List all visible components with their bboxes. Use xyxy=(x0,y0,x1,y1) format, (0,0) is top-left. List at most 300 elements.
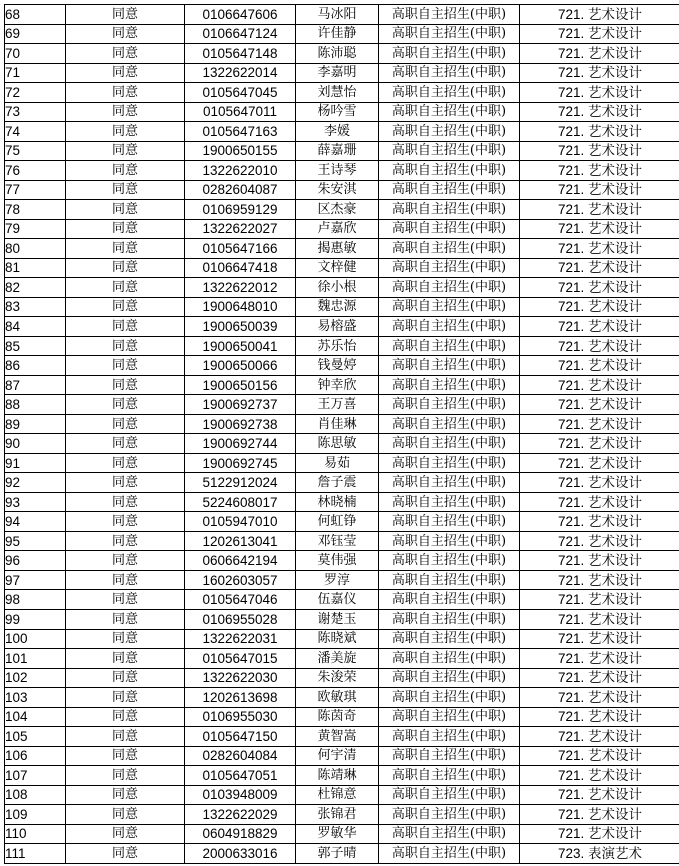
approval-status: 同意 xyxy=(66,239,185,259)
table-row xyxy=(5,5,679,25)
table-row xyxy=(5,609,679,629)
major-name: 721. 艺术设计 xyxy=(520,141,679,161)
approval-status: 同意 xyxy=(66,766,185,786)
major-name: 721. 艺术设计 xyxy=(520,629,679,649)
table-row xyxy=(5,414,679,434)
major-name: 721. 艺术设计 xyxy=(520,317,679,337)
enrollment-type: 高职自主招生(中职) xyxy=(379,24,520,44)
candidate-id: 1202613698 xyxy=(185,688,296,708)
enrollment-type: 高职自主招生(中职) xyxy=(379,824,520,844)
major-name: 721. 艺术设计 xyxy=(520,44,679,64)
major-name: 721. 艺术设计 xyxy=(520,785,679,805)
major-name: 721. 艺术设计 xyxy=(520,395,679,415)
student-name: 朱浚荣 xyxy=(296,668,379,688)
table-row xyxy=(5,473,679,493)
enrollment-type: 高职自主招生(中职) xyxy=(379,727,520,747)
row-number: 86 xyxy=(5,356,66,376)
row-number: 73 xyxy=(5,102,66,122)
major-name: 721. 艺术设计 xyxy=(520,278,679,298)
student-name: 易茹 xyxy=(296,453,379,473)
major-name: 721. 艺术设计 xyxy=(520,83,679,103)
approval-status: 同意 xyxy=(66,297,185,317)
approval-status: 同意 xyxy=(66,746,185,766)
approval-status: 同意 xyxy=(66,570,185,590)
table-row xyxy=(5,531,679,551)
row-number: 104 xyxy=(5,707,66,727)
row-number: 98 xyxy=(5,590,66,610)
row-number: 77 xyxy=(5,180,66,200)
candidate-id: 1900692737 xyxy=(185,395,296,415)
table-row xyxy=(5,492,679,512)
table-row xyxy=(5,668,679,688)
candidate-id: 0105647163 xyxy=(185,122,296,142)
table-row xyxy=(5,278,679,298)
row-number: 80 xyxy=(5,239,66,259)
row-number: 105 xyxy=(5,727,66,747)
table-row xyxy=(5,434,679,454)
table-row xyxy=(5,63,679,83)
enrollment-type: 高职自主招生(中职) xyxy=(379,44,520,64)
approval-status: 同意 xyxy=(66,180,185,200)
table-row xyxy=(5,707,679,727)
table-row xyxy=(5,512,679,532)
candidate-id: 1602603057 xyxy=(185,570,296,590)
row-number: 84 xyxy=(5,317,66,337)
major-name: 721. 艺术设计 xyxy=(520,63,679,83)
student-name: 邓钰莹 xyxy=(296,531,379,551)
row-number: 79 xyxy=(5,219,66,239)
candidate-id: 1322622027 xyxy=(185,219,296,239)
row-number: 100 xyxy=(5,629,66,649)
major-name: 721. 艺术设计 xyxy=(520,590,679,610)
approval-status: 同意 xyxy=(66,278,185,298)
row-number: 87 xyxy=(5,375,66,395)
approval-status: 同意 xyxy=(66,395,185,415)
row-number: 81 xyxy=(5,258,66,278)
candidate-id: 0105647011 xyxy=(185,102,296,122)
approval-status: 同意 xyxy=(66,609,185,629)
table-row xyxy=(5,317,679,337)
student-name: 陈靖琳 xyxy=(296,766,379,786)
enrollment-type: 高职自主招生(中职) xyxy=(379,180,520,200)
table-row xyxy=(5,161,679,181)
table-row xyxy=(5,258,679,278)
candidate-id: 0105647046 xyxy=(185,590,296,610)
approval-status: 同意 xyxy=(66,473,185,493)
candidate-id: 1322622014 xyxy=(185,63,296,83)
student-name: 郭子晴 xyxy=(296,844,379,864)
candidate-id: 0105647045 xyxy=(185,83,296,103)
row-number: 103 xyxy=(5,688,66,708)
approval-status: 同意 xyxy=(66,629,185,649)
table-row xyxy=(5,805,679,825)
student-name: 陈思敏 xyxy=(296,434,379,454)
student-name: 欧敏琪 xyxy=(296,688,379,708)
major-name: 721. 艺术设计 xyxy=(520,727,679,747)
row-number: 74 xyxy=(5,122,66,142)
enrollment-type: 高职自主招生(中职) xyxy=(379,102,520,122)
table-row xyxy=(5,375,679,395)
major-name: 721. 艺术设计 xyxy=(520,824,679,844)
enrollment-type: 高职自主招生(中职) xyxy=(379,297,520,317)
approval-status: 同意 xyxy=(66,5,185,25)
major-name: 721. 艺术设计 xyxy=(520,161,679,181)
approval-status: 同意 xyxy=(66,161,185,181)
student-name: 王万喜 xyxy=(296,395,379,415)
row-number: 68 xyxy=(5,5,66,25)
candidate-id: 0105647051 xyxy=(185,766,296,786)
approval-status: 同意 xyxy=(66,551,185,571)
major-name: 721. 艺术设计 xyxy=(520,219,679,239)
approval-status: 同意 xyxy=(66,200,185,220)
candidate-id: 1900692745 xyxy=(185,453,296,473)
major-name: 721. 艺术设计 xyxy=(520,102,679,122)
major-name: 721. 艺术设计 xyxy=(520,707,679,727)
enrollment-type: 高职自主招生(中职) xyxy=(379,414,520,434)
enrollment-type: 高职自主招生(中职) xyxy=(379,434,520,454)
candidate-id: 1900650041 xyxy=(185,336,296,356)
major-name: 721. 艺术设计 xyxy=(520,375,679,395)
approval-status: 同意 xyxy=(66,44,185,64)
student-name: 李嘉明 xyxy=(296,63,379,83)
enrollment-type: 高职自主招生(中职) xyxy=(379,629,520,649)
student-name: 揭惠敏 xyxy=(296,239,379,259)
table-row xyxy=(5,180,679,200)
approval-status: 同意 xyxy=(66,492,185,512)
student-name: 林晓楠 xyxy=(296,492,379,512)
row-number: 88 xyxy=(5,395,66,415)
row-number: 70 xyxy=(5,44,66,64)
table-row xyxy=(5,766,679,786)
candidate-id: 0606642194 xyxy=(185,551,296,571)
enrollment-type: 高职自主招生(中职) xyxy=(379,63,520,83)
major-name: 721. 艺术设计 xyxy=(520,356,679,376)
table-row xyxy=(5,141,679,161)
row-number: 95 xyxy=(5,531,66,551)
table-row xyxy=(5,785,679,805)
table-row xyxy=(5,727,679,747)
approval-status: 同意 xyxy=(66,668,185,688)
enrollment-type: 高职自主招生(中职) xyxy=(379,395,520,415)
table-row xyxy=(5,629,679,649)
enrollment-type: 高职自主招生(中职) xyxy=(379,512,520,532)
candidate-id: 0106647124 xyxy=(185,24,296,44)
candidate-id: 1322622030 xyxy=(185,668,296,688)
row-number: 96 xyxy=(5,551,66,571)
major-name: 721. 艺术设计 xyxy=(520,531,679,551)
table-row xyxy=(5,336,679,356)
candidate-id: 1900650156 xyxy=(185,375,296,395)
enrollment-type: 高职自主招生(中职) xyxy=(379,707,520,727)
table-row xyxy=(5,824,679,844)
row-number: 71 xyxy=(5,63,66,83)
row-number: 108 xyxy=(5,785,66,805)
row-number: 82 xyxy=(5,278,66,298)
table-row xyxy=(5,297,679,317)
row-number: 89 xyxy=(5,414,66,434)
approval-status: 同意 xyxy=(66,219,185,239)
enrollment-type: 高职自主招生(中职) xyxy=(379,668,520,688)
candidate-id: 1322622031 xyxy=(185,629,296,649)
student-name: 莫伟强 xyxy=(296,551,379,571)
table-row xyxy=(5,122,679,142)
enrollment-type: 高职自主招生(中职) xyxy=(379,609,520,629)
approval-status: 同意 xyxy=(66,102,185,122)
row-number: 106 xyxy=(5,746,66,766)
candidate-id: 0105647148 xyxy=(185,44,296,64)
approval-status: 同意 xyxy=(66,512,185,532)
enrollment-type: 高职自主招生(中职) xyxy=(379,590,520,610)
approval-status: 同意 xyxy=(66,707,185,727)
student-name: 徐小根 xyxy=(296,278,379,298)
student-name: 区杰豪 xyxy=(296,200,379,220)
enrollment-type: 高职自主招生(中职) xyxy=(379,122,520,142)
student-name: 罗淳 xyxy=(296,570,379,590)
approval-status: 同意 xyxy=(66,805,185,825)
approval-status: 同意 xyxy=(66,434,185,454)
student-name: 许佳静 xyxy=(296,24,379,44)
row-number: 107 xyxy=(5,766,66,786)
enrollment-type: 高职自主招生(中职) xyxy=(379,200,520,220)
approval-status: 同意 xyxy=(66,375,185,395)
student-name: 陈晓斌 xyxy=(296,629,379,649)
table-row xyxy=(5,395,679,415)
enrollment-type: 高职自主招生(中职) xyxy=(379,141,520,161)
student-name: 苏乐怡 xyxy=(296,336,379,356)
candidate-id: 0106647418 xyxy=(185,258,296,278)
major-name: 721. 艺术设计 xyxy=(520,805,679,825)
table-row xyxy=(5,102,679,122)
candidate-id: 1900650039 xyxy=(185,317,296,337)
table-row xyxy=(5,649,679,669)
table-row xyxy=(5,24,679,44)
enrollment-type: 高职自主招生(中职) xyxy=(379,239,520,259)
approval-status: 同意 xyxy=(66,414,185,434)
approval-status: 同意 xyxy=(66,83,185,103)
student-name: 易榕盛 xyxy=(296,317,379,337)
student-name: 伍嘉仪 xyxy=(296,590,379,610)
enrollment-type: 高职自主招生(中职) xyxy=(379,258,520,278)
enrollment-type: 高职自主招生(中职) xyxy=(379,785,520,805)
admission-roster-table xyxy=(4,4,679,864)
approval-status: 同意 xyxy=(66,688,185,708)
candidate-id: 0282604087 xyxy=(185,180,296,200)
major-name: 721. 艺术设计 xyxy=(520,492,679,512)
enrollment-type: 高职自主招生(中职) xyxy=(379,219,520,239)
row-number: 72 xyxy=(5,83,66,103)
enrollment-type: 高职自主招生(中职) xyxy=(379,278,520,298)
approval-status: 同意 xyxy=(66,356,185,376)
major-name: 721. 艺术设计 xyxy=(520,24,679,44)
candidate-id: 1202613041 xyxy=(185,531,296,551)
candidate-id: 1900648010 xyxy=(185,297,296,317)
candidate-id: 0105647166 xyxy=(185,239,296,259)
table-row xyxy=(5,590,679,610)
student-name: 文梓健 xyxy=(296,258,379,278)
major-name: 721. 艺术设计 xyxy=(520,239,679,259)
enrollment-type: 高职自主招生(中职) xyxy=(379,375,520,395)
candidate-id: 1322622012 xyxy=(185,278,296,298)
approval-status: 同意 xyxy=(66,531,185,551)
roster-body xyxy=(5,5,679,864)
major-name: 721. 艺术设计 xyxy=(520,746,679,766)
enrollment-type: 高职自主招生(中职) xyxy=(379,766,520,786)
major-name: 721. 艺术设计 xyxy=(520,5,679,25)
row-number: 111 xyxy=(5,844,66,864)
candidate-id: 0105947010 xyxy=(185,512,296,532)
approval-status: 同意 xyxy=(66,317,185,337)
student-name: 何虹铮 xyxy=(296,512,379,532)
student-name: 詹子震 xyxy=(296,473,379,493)
row-number: 101 xyxy=(5,649,66,669)
row-number: 90 xyxy=(5,434,66,454)
enrollment-type: 高职自主招生(中职) xyxy=(379,83,520,103)
major-name: 721. 艺术设计 xyxy=(520,336,679,356)
enrollment-type: 高职自主招生(中职) xyxy=(379,317,520,337)
approval-status: 同意 xyxy=(66,141,185,161)
candidate-id: 1900650155 xyxy=(185,141,296,161)
student-name: 张锦君 xyxy=(296,805,379,825)
student-name: 黄智嵩 xyxy=(296,727,379,747)
enrollment-type: 高职自主招生(中职) xyxy=(379,356,520,376)
table-row xyxy=(5,44,679,64)
candidate-id: 0604918829 xyxy=(185,824,296,844)
enrollment-type: 高职自主招生(中职) xyxy=(379,805,520,825)
student-name: 薛嘉珊 xyxy=(296,141,379,161)
row-number: 85 xyxy=(5,336,66,356)
major-name: 721. 艺术设计 xyxy=(520,414,679,434)
enrollment-type: 高职自主招生(中职) xyxy=(379,473,520,493)
student-name: 肖佳琳 xyxy=(296,414,379,434)
student-name: 刘慧怡 xyxy=(296,83,379,103)
major-name: 721. 艺术设计 xyxy=(520,551,679,571)
student-name: 王诗琴 xyxy=(296,161,379,181)
table-row xyxy=(5,570,679,590)
table-row xyxy=(5,239,679,259)
student-name: 朱安淇 xyxy=(296,180,379,200)
enrollment-type: 高职自主招生(中职) xyxy=(379,492,520,512)
table-row xyxy=(5,200,679,220)
major-name: 721. 艺术设计 xyxy=(520,649,679,669)
approval-status: 同意 xyxy=(66,258,185,278)
student-name: 钱曼婷 xyxy=(296,356,379,376)
major-name: 721. 艺术设计 xyxy=(520,473,679,493)
table-row xyxy=(5,688,679,708)
major-name: 721. 艺术设计 xyxy=(520,180,679,200)
row-number: 78 xyxy=(5,200,66,220)
major-name: 721. 艺术设计 xyxy=(520,258,679,278)
row-number: 91 xyxy=(5,453,66,473)
major-name: 721. 艺术设计 xyxy=(520,570,679,590)
candidate-id: 1900692744 xyxy=(185,434,296,454)
candidate-id: 0106955028 xyxy=(185,609,296,629)
approval-status: 同意 xyxy=(66,122,185,142)
approval-status: 同意 xyxy=(66,24,185,44)
row-number: 109 xyxy=(5,805,66,825)
candidate-id: 1322622029 xyxy=(185,805,296,825)
approval-status: 同意 xyxy=(66,785,185,805)
table-row xyxy=(5,219,679,239)
major-name: 721. 艺术设计 xyxy=(520,668,679,688)
table-row xyxy=(5,551,679,571)
approval-status: 同意 xyxy=(66,453,185,473)
row-number: 75 xyxy=(5,141,66,161)
enrollment-type: 高职自主招生(中职) xyxy=(379,649,520,669)
student-name: 陈茵奇 xyxy=(296,707,379,727)
approval-status: 同意 xyxy=(66,63,185,83)
table-row xyxy=(5,844,679,864)
enrollment-type: 高职自主招生(中职) xyxy=(379,746,520,766)
enrollment-type: 高职自主招生(中职) xyxy=(379,5,520,25)
enrollment-type: 高职自主招生(中职) xyxy=(379,453,520,473)
row-number: 94 xyxy=(5,512,66,532)
major-name: 721. 艺术设计 xyxy=(520,200,679,220)
table-row xyxy=(5,356,679,376)
row-number: 76 xyxy=(5,161,66,181)
candidate-id: 0103948009 xyxy=(185,785,296,805)
approval-status: 同意 xyxy=(66,727,185,747)
candidate-id: 5224608017 xyxy=(185,492,296,512)
student-name: 何宇清 xyxy=(296,746,379,766)
approval-status: 同意 xyxy=(66,844,185,864)
candidate-id: 0282604084 xyxy=(185,746,296,766)
enrollment-type: 高职自主招生(中职) xyxy=(379,688,520,708)
major-name: 723. 表演艺术 xyxy=(520,844,679,864)
enrollment-type: 高职自主招生(中职) xyxy=(379,551,520,571)
candidate-id: 0105647015 xyxy=(185,649,296,669)
enrollment-type: 高职自主招生(中职) xyxy=(379,531,520,551)
major-name: 721. 艺术设计 xyxy=(520,434,679,454)
enrollment-type: 高职自主招生(中职) xyxy=(379,161,520,181)
student-name: 卢嘉欣 xyxy=(296,219,379,239)
row-number: 93 xyxy=(5,492,66,512)
row-number: 97 xyxy=(5,570,66,590)
major-name: 721. 艺术设计 xyxy=(520,766,679,786)
candidate-id: 1322622010 xyxy=(185,161,296,181)
major-name: 721. 艺术设计 xyxy=(520,122,679,142)
row-number: 102 xyxy=(5,668,66,688)
candidate-id: 0106959129 xyxy=(185,200,296,220)
major-name: 721. 艺术设计 xyxy=(520,453,679,473)
approval-status: 同意 xyxy=(66,649,185,669)
candidate-id: 2000633016 xyxy=(185,844,296,864)
approval-status: 同意 xyxy=(66,824,185,844)
table-row xyxy=(5,453,679,473)
student-name: 谢楚玉 xyxy=(296,609,379,629)
candidate-id: 1900650066 xyxy=(185,356,296,376)
enrollment-type: 高职自主招生(中职) xyxy=(379,844,520,864)
row-number: 99 xyxy=(5,609,66,629)
table-row xyxy=(5,83,679,103)
candidate-id: 1900692738 xyxy=(185,414,296,434)
enrollment-type: 高职自主招生(中职) xyxy=(379,570,520,590)
major-name: 721. 艺术设计 xyxy=(520,688,679,708)
student-name: 李媛 xyxy=(296,122,379,142)
student-name: 魏忠源 xyxy=(296,297,379,317)
approval-status: 同意 xyxy=(66,590,185,610)
student-name: 潘美旋 xyxy=(296,649,379,669)
approval-status: 同意 xyxy=(66,336,185,356)
candidate-id: 0106647606 xyxy=(185,5,296,25)
row-number: 83 xyxy=(5,297,66,317)
candidate-id: 5122912024 xyxy=(185,473,296,493)
student-name: 钟幸欣 xyxy=(296,375,379,395)
enrollment-type: 高职自主招生(中职) xyxy=(379,336,520,356)
student-name: 陈沛聪 xyxy=(296,44,379,64)
row-number: 110 xyxy=(5,824,66,844)
candidate-id: 0106955030 xyxy=(185,707,296,727)
candidate-id: 0105647150 xyxy=(185,727,296,747)
